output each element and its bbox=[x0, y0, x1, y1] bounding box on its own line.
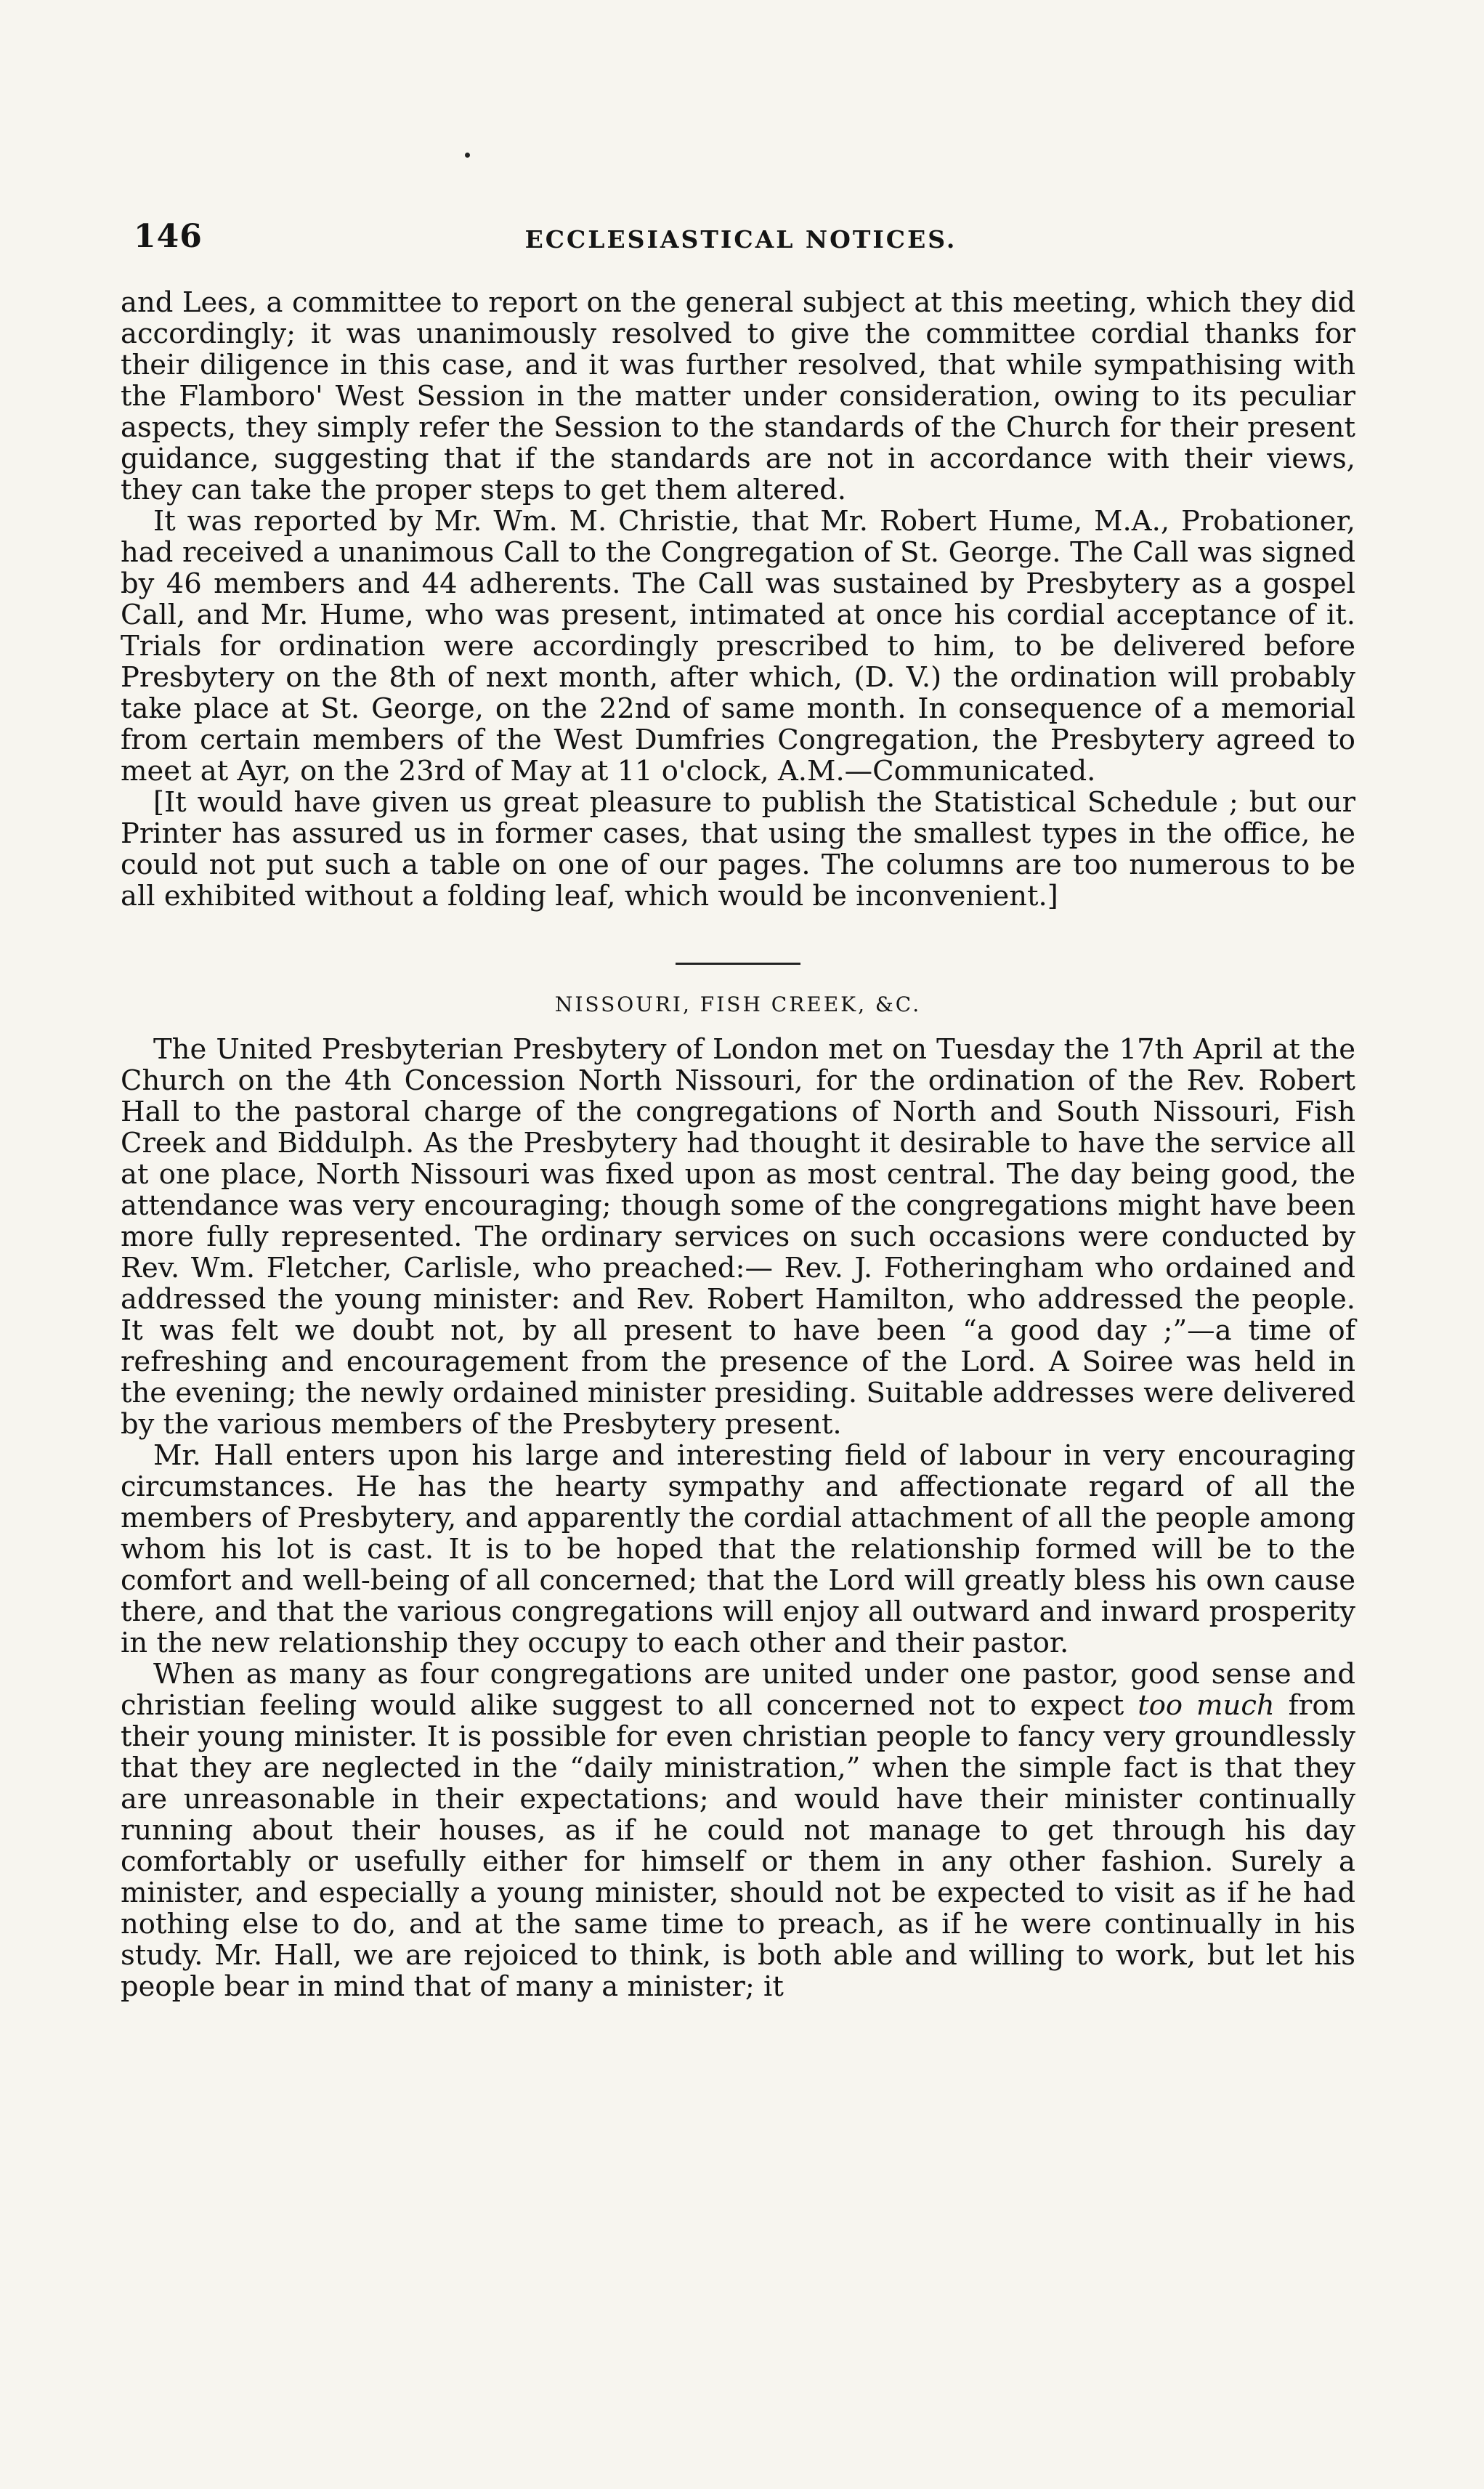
text-run: When as many as four congregations are united under one pastor, good sense and christian feeling would alike suggest to all concerned not to expect bbox=[121, 1658, 1355, 1722]
paragraph-hume-call: It was reported by Mr. Wm. M. Christie, that Mr. Robert Hume, M.A., Probationer, had received a unanimous Call to the Congregation of St. George. The Call was signed by 46 members and 44 adherents. The Call was sustained by Presbytery as a gospel Call, and Mr. Hume, who was present, intimated at once his cordial acceptance of it. Trials for ordination were accordingly prescribed to him, to be delivered before Presbytery on the 8th of next month, after which, (D. V.) the ordination will probably take place at St. George, on the 22nd of same month. In consequence of a memorial from certain members of the West Dumfries Congregation, the Presbytery agreed to meet at Ayr, on the 23rd of May at 11 o'clock, A.M.—Communicated. bbox=[121, 505, 1355, 788]
paragraph-four-congregations bbox=[121, 1659, 1355, 2002]
paragraph-editor-note: [It would have given us great pleasure to publish the Statistical Schedule ; but our Printer has assured us in former cases, that using the smallest types in the office, he could not put such a table on one of our pages. The columns are too numerous to be all exhibited without a folding leaf, which would be inconvenient.] bbox=[121, 786, 1355, 912]
running-header bbox=[134, 218, 1348, 262]
running-title: ECCLESIASTICAL NOTICES. bbox=[524, 225, 957, 254]
paragraph-committee-report: and Lees, a committee to report on the general subject at this meeting, which they did accordingly; it was unanimously resolved to give the committee cordial thanks for their diligence in this case, and it was further resolved, that while sympathising with the Flamboro' West Session in the matter under consideration, owing to its peculiar aspects, they simply refer the Session to the standards of the Church for their present guidance, suggesting that if the standards are not in accordance with their views, they can take the proper steps to get them altered. bbox=[121, 286, 1355, 506]
paragraph-hall-circumstances: Mr. Hall enters upon his large and interesting field of labour in very encouraging circumstances. He has the hearty sympathy and affectionate regard of all the members of Presbytery, and apparently the cordial attachment of all the people among whom his lot is cast. It is to be hoped that the relationship formed will be to the comfort and well-being of all concerned; that the Lord will greatly bless his own cause there, and that the various congregations will enjoy all outward and inward prosperity in the new relationship they occupy to each other and their pastor. bbox=[121, 1439, 1355, 1659]
text-run: from their young minister. It is possible for even christian people to fancy very groundlessly that they are neglected in the “daily ministration,” when the simple fact is that they are unreasonable in their expectations; and would have their minister continually running about their houses, as if he could not manage to get through his day comfortably or usefully either for himself or them in any other fashion. Surely a minister, and especially a young minister, should not be expected to visit as if he had nothing else to do, and at the same time to preach, as if he were continually in his study. Mr. Hall, we are rejoiced to think, is both able and willing to work, but let his people bear in mind that of many a minister; it bbox=[121, 1689, 1356, 2003]
article-body bbox=[121, 287, 1355, 2002]
section-title: NISSOURI, FISH CREEK, &C. bbox=[554, 992, 922, 1016]
emphasis-text: too much bbox=[1138, 1689, 1275, 1722]
printer-mark bbox=[465, 153, 470, 158]
page-number: 146 bbox=[134, 218, 203, 255]
paragraph-ordination: The United Presbyterian Presbytery of London met on Tuesday the 17th April at the Church on the 4th Concession North Nissouri, for the ordination of the Rev. Robert Hall to the pastoral charge of the congregations of North and South Nissouri, Fish Creek and Biddulph. As the Presbytery had thought it desirable to have the service all at one place, North Nissouri was fixed upon as most central. The day being good, the attendance was very encouraging; though some of the congregations might have been more fully represented. The ordinary services on such occasions were conducted by Rev. Wm. Fletcher, Carlisle, who preached:— Rev. J. Fotheringham who ordained and addressed the young minister: and Rev. Robert Hamilton, who addressed the people. It was felt we doubt not, by all present to have been “a good day ;”—a time of refreshing and encouragement from the presence of the Lord. A Soiree was held in the evening; the newly ordained minister presiding. Suitable addresses were delivered by the various members of the Presbytery present. bbox=[121, 1033, 1355, 1441]
section-divider bbox=[676, 963, 800, 965]
